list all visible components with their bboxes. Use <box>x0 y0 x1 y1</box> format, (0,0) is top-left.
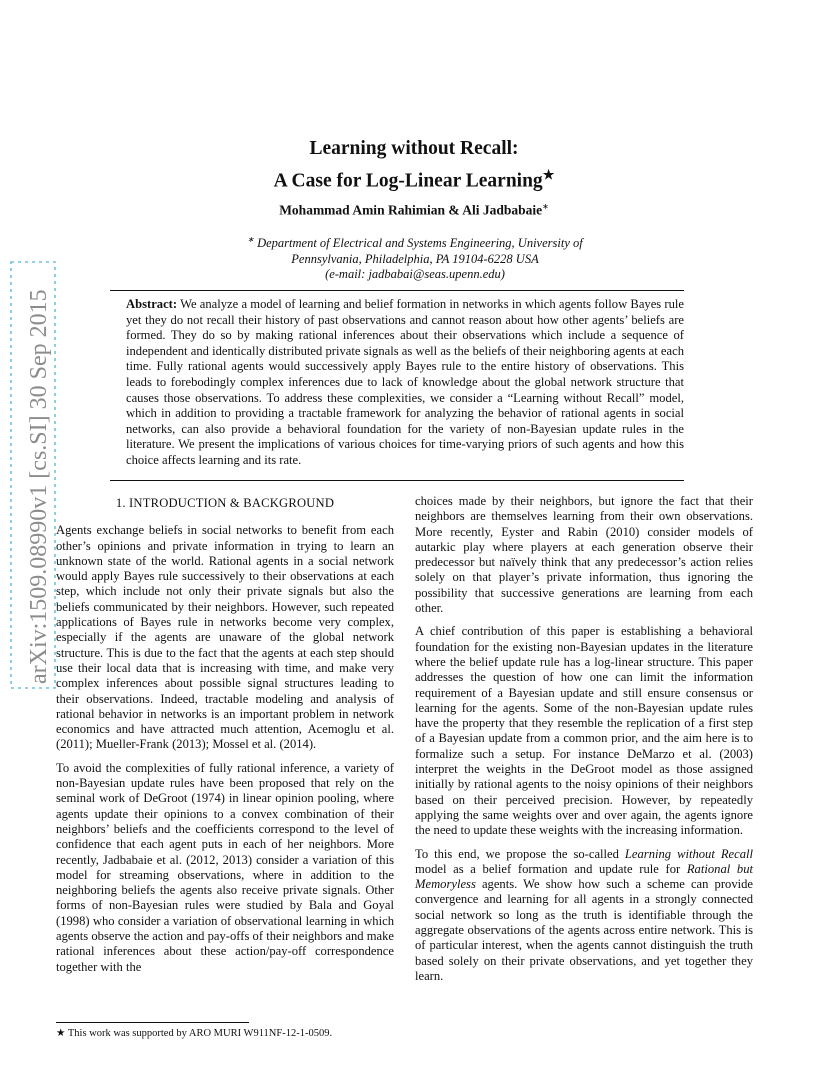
right-paragraph-3-pre: To this end, we propose the so-called <box>415 846 625 861</box>
right-paragraph-3-mid: model as a belief formation and update rule for <box>415 861 687 876</box>
footnote-text: This work was supported by ARO MURI W911NF-12-1-0509. <box>67 1028 333 1039</box>
abstract-bottom-rule <box>110 480 684 481</box>
abstract <box>126 297 684 469</box>
footnote <box>56 1027 416 1040</box>
affiliation-email: (e-mail: jadbabai@seas.upenn.edu) <box>325 267 505 282</box>
affiliation-mark: ∗ <box>247 235 254 244</box>
paper-title <box>0 136 828 195</box>
title-line-2-text: A Case for Log-Linear Learning <box>273 170 543 192</box>
arxiv-stamp <box>8 260 58 690</box>
footnote-mark: ★ <box>56 1028 66 1039</box>
left-paragraph-1: Agents exchange beliefs in social networks to benefit from each other’s opinions and private information in trying to learn an unknown state of the world. Rational agents in a social network would apply Bayes rule successively to their observations at each step, which include not only their private signals but also the beliefs communicated by their neighbors. However, such repeated applications of Bayes rule in networks become very complex, especially if the agents are unaware of the global network structure. This is due to the fact that the agents at each step should use their local data that is increasing with time, and make very complex inferences about possible signal structures leading to their observations. Indeed, tractable modeling and analysis of rational behavior in networks is an important problem in network economics and have attracted much attention, Acemoglu et al. (2011); Mueller-Frank (2013); Mossel et al. (2014). <box>56 523 394 752</box>
affiliation-line-1 <box>190 232 640 252</box>
title-line-2 <box>0 162 828 195</box>
right-column <box>415 494 753 992</box>
title-footnote-star: ★ <box>542 167 555 182</box>
affiliation-line-1-text: Department of Electrical and Systems Engineering, University of <box>257 236 583 251</box>
left-column <box>56 494 394 983</box>
author-affiliation-mark: ∗ <box>542 202 549 211</box>
author-names: Mohammad Amin Rahimian & Ali Jadbabaie <box>279 202 543 218</box>
right-paragraph-3-post: agents. We show how such a scheme can provide convergence and learning for all agents in a strongly connected social network so long as the truth is identifiable through the aggregate observations of the agents across entire network. This is of particular interest, when the agents cannot distinguish the truth based solely on their private observations, and yet together they learn. <box>415 877 753 983</box>
abstract-label: Abstract: <box>126 297 178 311</box>
right-paragraph-2: A chief contribution of this paper is establishing a behavioral foundation for the existing non-Bayesian updates in the literature where the belief update rule has a log-linear structure. This paper addresses the question of how one can limit the information requirement of a Bayesian update and still ensure consensus or learning for the agents. Some of the non-Bayesian update rules have the property that they resemble the replication of a first step of a Bayesian update from a common prior, and the aim here is to formalize such a setup. For instance DeMarzo et al. (2003) interpret the weights in the DeGroot model as those assigned initially by rational agents to the noisy opinions of their neighbors based on their perceived precision. However, by repeatedly applying the same weights over and over again, the agents ignore the need to update these weights with the increasing information. <box>415 624 753 838</box>
section-heading: 1. INTRODUCTION & BACKGROUND <box>115 496 335 510</box>
abstract-top-rule <box>110 290 684 291</box>
title-line-1: Learning without Recall: <box>309 138 519 159</box>
abstract-text: We analyze a model of learning and belief formation in networks in which agents follow Bayes rule yet they do not recall their history of past observations and cannot reason about how other agents’ beliefs are formed. They do so by making rational inferences about their observations which include a sequence of independent and identically distributed private signals as well as the beliefs of their neighboring agents at each time. Fully rational agents would successively apply Bayes rule to the entire history of observations. This leads to forebodingly complex inferences due to lack of knowledge about the global network structure that causes those observations. To address these complexities, we consider a “Learning without Recall” model, which in addition to providing a tractable framework for analyzing the behavior of rational agents in social networks, can also provide a behavioral foundation for the variety of non-Bayesian update rules in the literature. We present the implications of various choices for time-varying priors of such agents and how this choice affects learning and its rate. <box>126 297 685 467</box>
affiliation-line-2: Pennsylvania, Philadelphia, PA 19104-6228 USA <box>291 251 539 266</box>
affiliation <box>190 232 640 283</box>
left-paragraph-2: To avoid the complexities of fully rational inference, a variety of non-Bayesian update rules have been proposed that rely on the seminal work of DeGroot (1974) in linear opinion pooling, where agents update their opinions to a convex combination of their neighbors’ beliefs and the coefficients correspond to the level of confidence that each agent puts in each of her neighbors. More recently, Jadbabaie et al. (2012, 2013) consider a variation of this model for streaming observations, where in addition to the neighboring beliefs the agents also receive private signals. Other forms of non-Bayesian rules were studied by Bala and Goyal (1998) who consider a variation of observational learning in which agents observe the action and pay-offs of their neighbors and make rational inferences about these action/pay-off correspondence together with the <box>56 760 394 974</box>
right-paragraph-1: choices made by their neighbors, but ignore the fact that their neighbors are themselves learning from their own observations. More recently, Eyster and Rabin (2010) consider models of autarkic play where players at each generation observe their predecessor but naïvely think that any predecessor’s action relies solely on that player’s private information, thus ignoring the possibility that successive generations are learning from each other. <box>415 494 753 616</box>
model-name-emphasis: Learning without Recall <box>624 846 754 861</box>
arxiv-stamp-text: arXiv:1509.08990v1 [cs.SI] 30 Sep 2015 <box>26 289 52 684</box>
agent-type-emphasis: Rational but Memoryless <box>415 861 753 892</box>
right-paragraph-3 <box>415 847 753 985</box>
arxiv-stamp-graphic <box>8 260 58 690</box>
footnote-rule <box>56 1022 249 1023</box>
author-list <box>0 202 828 219</box>
